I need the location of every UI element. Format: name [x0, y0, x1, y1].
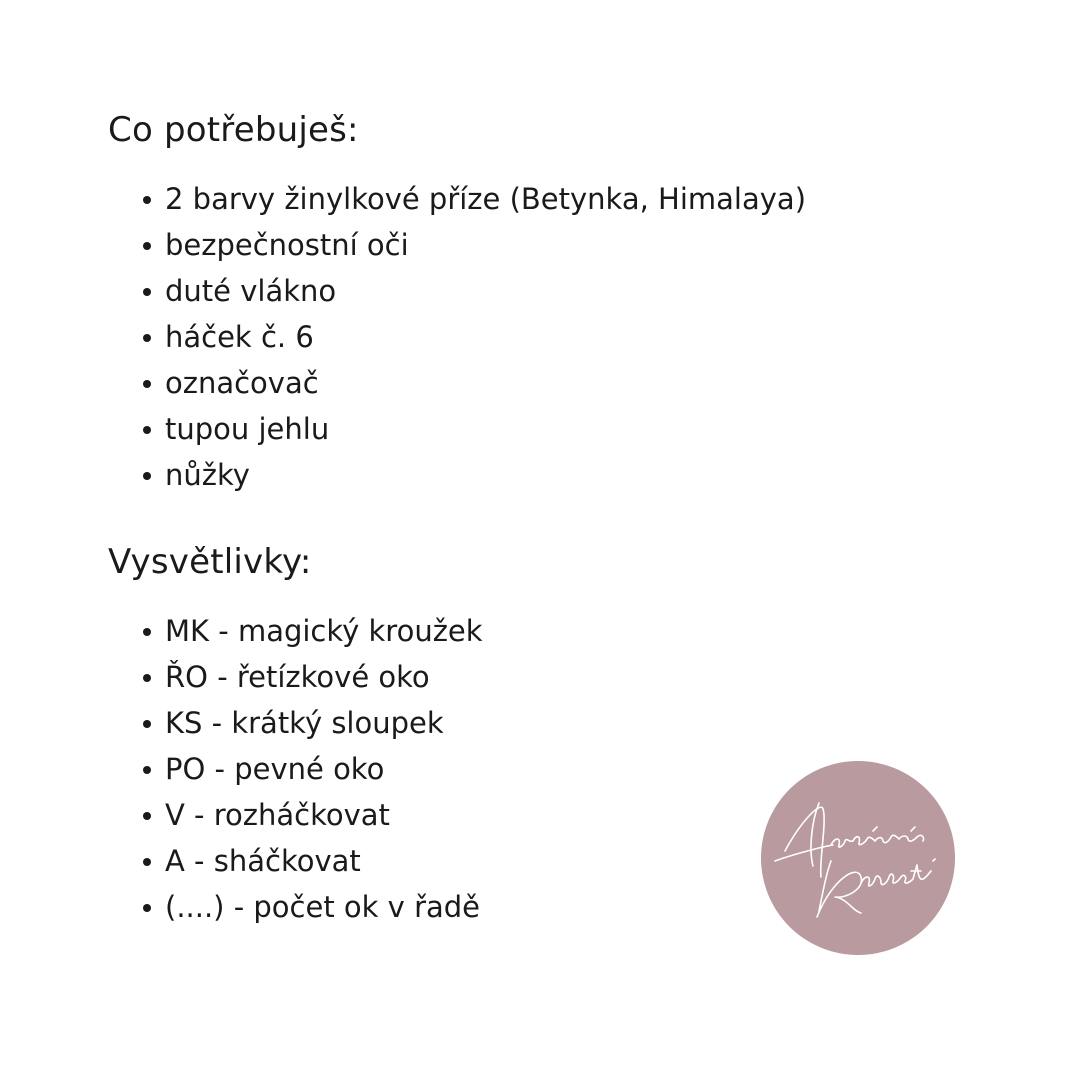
list-item: [165, 751, 483, 797]
bullet-icon: [143, 472, 151, 480]
legend-list: [165, 613, 483, 935]
list-item-text: MK - magický kroužek: [165, 614, 483, 648]
legend-heading: Vysvětlivky:: [108, 542, 312, 582]
logo-circle: [761, 761, 955, 955]
materials-heading: Co potřebuješ:: [108, 110, 359, 150]
list-item: [165, 273, 806, 319]
list-item: [165, 889, 483, 935]
bullet-icon: [143, 720, 151, 728]
list-item-text: (....) - počet ok v řadě: [165, 890, 481, 924]
list-item-text: háček č. 6: [165, 320, 314, 354]
list-item-text: označovač: [165, 366, 319, 400]
list-item-text: A - sháčkovat: [165, 844, 361, 878]
bullet-icon: [143, 334, 151, 342]
list-item: [165, 227, 806, 273]
bullet-icon: [143, 380, 151, 388]
list-item: [165, 181, 806, 227]
list-item-text: PO - pevné oko: [165, 752, 385, 786]
list-item-text: duté vlákno: [165, 274, 337, 308]
bullet-icon: [143, 904, 151, 912]
list-item-text: V - rozháčkovat: [165, 798, 390, 832]
materials-list: [165, 181, 806, 503]
list-item: [165, 319, 806, 365]
bullet-icon: [143, 242, 151, 250]
list-item: [165, 411, 806, 457]
bullet-icon: [143, 196, 151, 204]
list-item: [165, 613, 483, 659]
list-item: [165, 457, 806, 503]
list-item-text: KS - krátký sloupek: [165, 706, 444, 740]
list-item: [165, 797, 483, 843]
bullet-icon: [143, 674, 151, 682]
bullet-icon: [143, 766, 151, 774]
bullet-icon: [143, 628, 151, 636]
list-item: [165, 843, 483, 889]
list-item-text: tupou jehlu: [165, 412, 330, 446]
bullet-icon: [143, 858, 151, 866]
bullet-icon: [143, 812, 151, 820]
list-item-text: 2 barvy žinylkové příze (Betynka, Himalaya): [165, 182, 807, 216]
list-item: [165, 659, 483, 705]
list-item: [165, 705, 483, 751]
brand-logo: [761, 761, 955, 955]
list-item: [165, 365, 806, 411]
bullet-icon: [143, 288, 151, 296]
list-item-text: nůžky: [165, 458, 250, 492]
bullet-icon: [143, 426, 151, 434]
list-item-text: bezpečnostní oči: [165, 228, 409, 262]
list-item-text: ŘO - řetízkové oko: [165, 660, 430, 694]
